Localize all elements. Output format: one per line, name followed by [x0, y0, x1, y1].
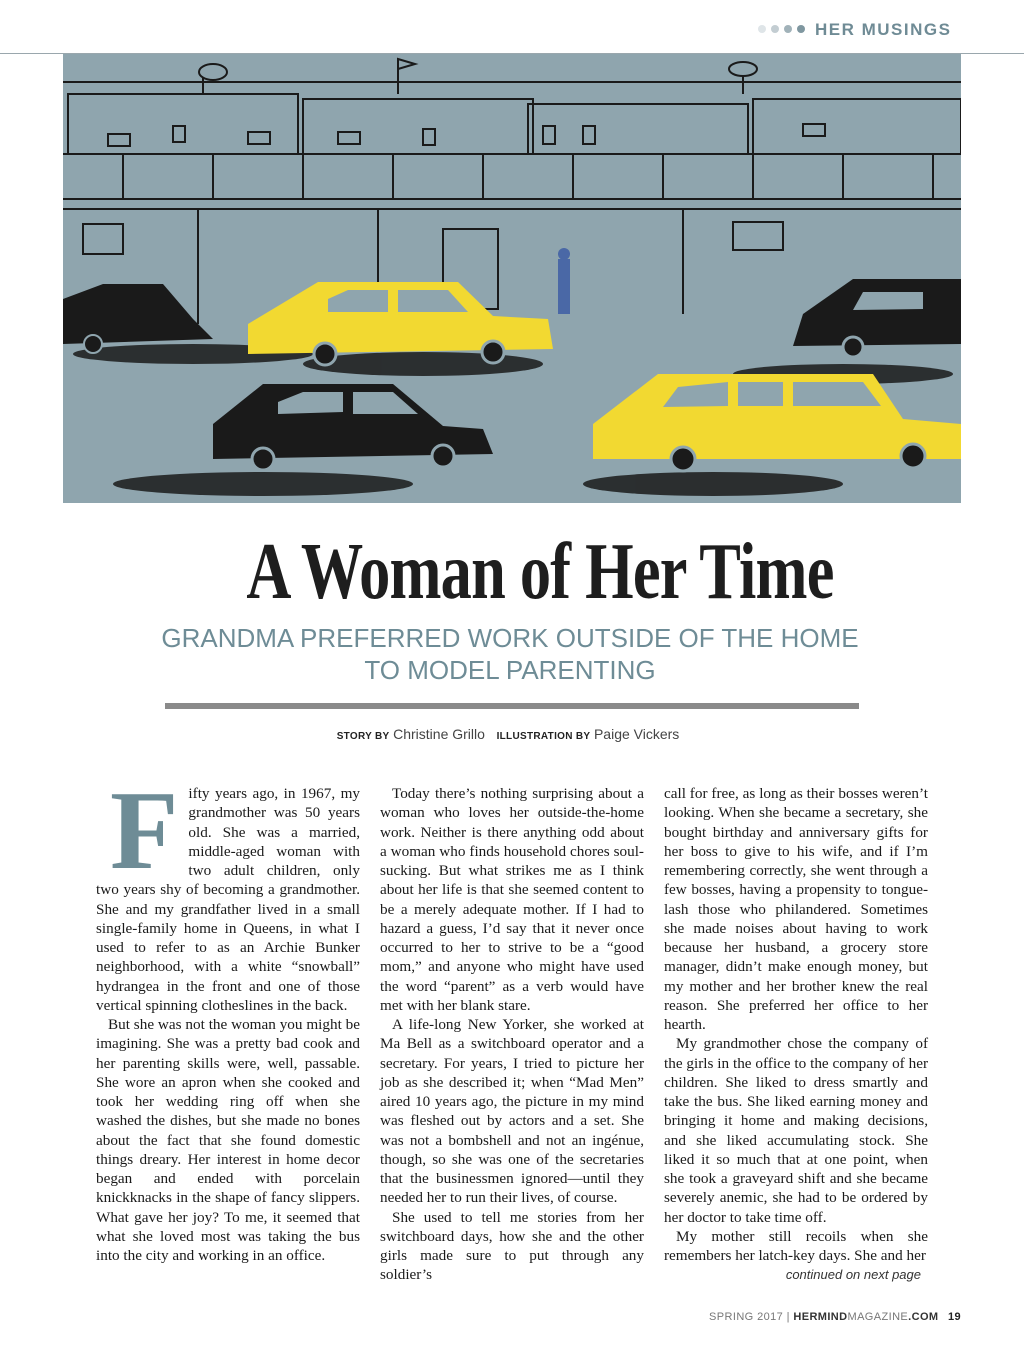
body-column-2: [380, 784, 644, 1285]
illustrator-name: Paige Vickers: [593, 726, 680, 742]
illustration-taxis: [63, 54, 961, 503]
dot: [758, 25, 766, 33]
dot: [797, 25, 805, 33]
header-dots: [758, 25, 805, 33]
body-column-3: [664, 784, 928, 1265]
continued-note: continued on next page: [785, 1267, 921, 1282]
paragraph: My mother still recoils when she remembers her latch-key days. She and her: [664, 1227, 928, 1264]
paragraph: She used to tell me stories from her switchboard days, how she and the other girls made sure to put through any soldier’s: [380, 1208, 644, 1284]
title-divider: [165, 703, 859, 709]
dot: [771, 25, 779, 33]
paragraph: My grandmother chose the company of the girls in the office to the company of her children. She liked to dress smartly and take the bus. She liked earning money and bringing it home and making decisions, and she liked accumulating stock. She liked it so much that at one point, when she took a graveyard shift and she became severely anemic, she had to be ordered by her doctor to take time off.: [664, 1035, 928, 1226]
article-subtitle: GRANDMA PREFERRED WORK OUTSIDE OF THE HOME TO MODEL PARENTING: [161, 623, 859, 685]
paragraph: ifty years ago, in 1967, my grandmother was 50 years old. She was a married, middle-aged woman with two adult children, only two years shy of becoming a grandmother. She and my grandfather lived in a small single-family home in Queens, in what I used to refer to as an Archie Bunker neighborhood, with a white “snowball” hydrangea in the front and one of those vertical spinning clotheslines in the back.: [96, 785, 360, 1014]
paragraph: A life-long New Yorker, she worked at Ma Bell as a switchboard operator and a secretary. For years, I tried to picture her job as she described it; when “Mad Men” aired 10 years ago, the picture in my mind was fleshed out by actors and a set. She was not a bombshell and not an ingénue, though, so she was one of the secretaries that the businessmen ignored—until they needed her to run their lives, of course.: [380, 1016, 644, 1207]
dot: [784, 25, 792, 33]
section-label: HER MUSINGS: [815, 20, 952, 39]
paragraph: call for free, as long as their bosses weren’t looking. When she became a secretary, she bought birthday and anniversary gifts for her boss to give to his wife, and if I’m remembering correctly, she went through a few bosses, having a propensity to tongue-lash those who philandered. Sometimes she made noises about having to work because her husband, a grocery store manager, didn’t make enough money, but my mother and her brother knew the real reason. She preferred her office to her hearth.: [664, 785, 928, 1033]
issue-date: SPRING 2017: [709, 1311, 784, 1323]
author-name: Christine Grillo: [393, 726, 485, 742]
byline: [160, 726, 864, 742]
site-name-bold: HERMIND: [793, 1311, 848, 1323]
story-by-label: STORY BY: [336, 731, 390, 742]
body-column-1: [96, 769, 360, 1265]
illustration-by-label: ILLUSTRATION BY: [496, 731, 591, 742]
footer-separator: |: [786, 1311, 790, 1323]
site-name-light: MAGAZINE: [847, 1311, 909, 1323]
page-footer: [600, 1311, 961, 1323]
page-number: 19: [947, 1311, 961, 1323]
paragraph: Today there’s nothing surprising about a woman who loves her outside-the-home work. Neither is there anything odd about a woman who finds household chores soul-sucking. But what strikes me as I think about her life is that she seemed content to be a merely adequate mother. If I had to hazard a guess, I’d say that it never once occurred to her to strive to be a “good mom,” and anyone who might have used the word “parent” as a verb would have met with her blank stare.: [380, 785, 644, 1014]
drop-cap: F: [110, 769, 179, 893]
site-name-tld: .COM: [908, 1311, 939, 1323]
paragraph: But she was not the woman you might be imagining. She was a pretty bad cook and her parenting skills were, well, passable. She wore an apron when she cooked and took her wedding ring off when she washed the dishes, but she made no bones about the fact that she found domestic things dreary. Her interest in home decor began and ended with porcelain knickknacks in the shape of fancy slippers. What gave her joy? To me, it seemed that what she loved most was taking the bus into the city and working in an office.: [96, 1016, 360, 1264]
article-title: A Woman of Her Time: [246, 528, 834, 616]
